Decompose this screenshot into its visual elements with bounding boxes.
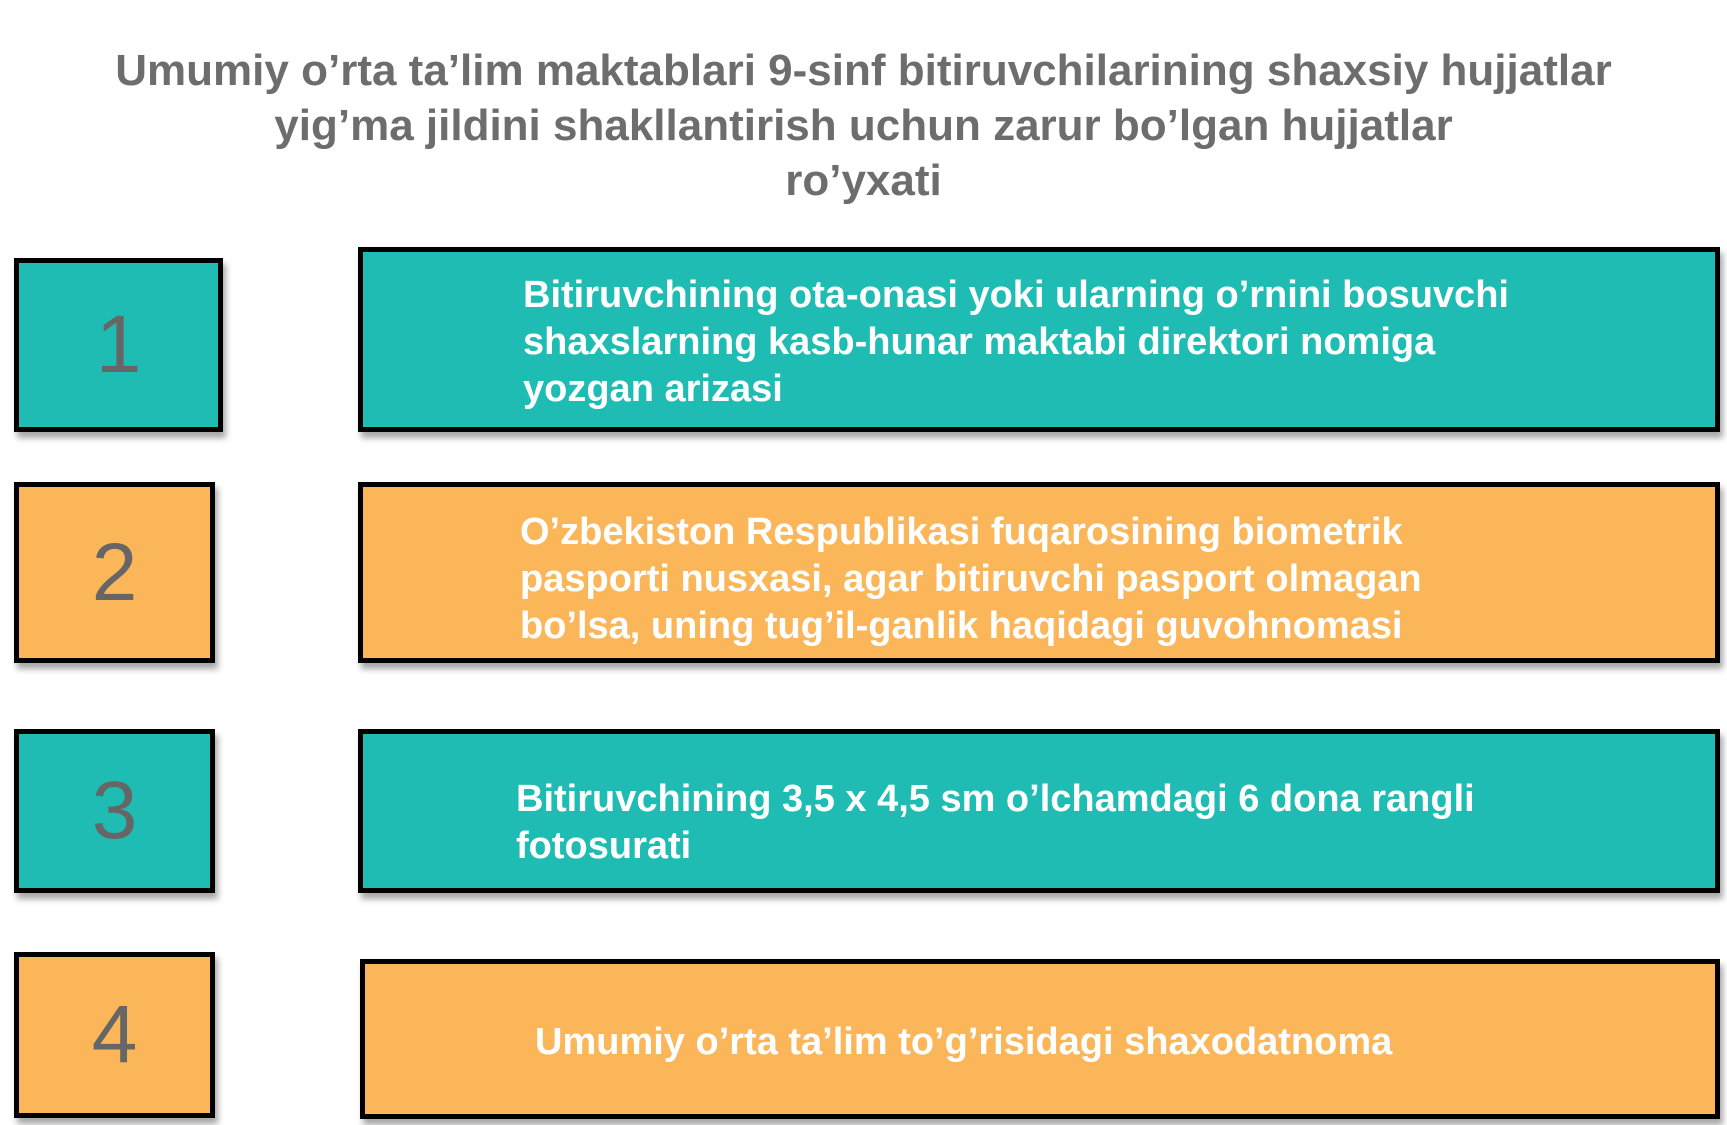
document-text-3 [516,776,1475,870]
item-number-4: 4 [91,989,138,1080]
document-box-1 [358,247,1720,432]
item-number-2: 2 [91,526,138,618]
number-box-2 [14,482,215,663]
document-text-3-line-1: Bitiruvchining 3,5 x 4,5 sm o’lchamdagi 6 dona rangli [516,778,1475,820]
document-box-2 [358,482,1720,663]
page-title-line-3: ro’yxati [785,156,942,205]
document-text-2-line-1: O’zbekiston Respublikasi fuqarosining biometrik [520,511,1403,553]
document-text-1 [523,272,1509,413]
page-title-line-1: Umumiy o’rta ta’lim maktablari 9-sinf bitiruvchilarining shaxsiy hujjatlar [115,46,1612,95]
item-number-1: 1 [95,299,142,390]
document-box-3 [358,729,1720,893]
document-text-4-line-1: Umumiy o’rta ta’lim to’g’risidagi shaxodatnoma [535,1021,1393,1063]
document-text-2-line-2: pasporti nusxasi, agar bitiruvchi pasport olmagan [520,558,1422,600]
document-text-2-line-3: bo’lsa, uning tug’il-ganlik haqidagi guvohnomasi [520,605,1403,647]
document-text-2 [520,509,1422,650]
document-box-4 [360,959,1720,1119]
number-box-1 [14,258,223,432]
number-box-4 [14,952,215,1118]
page-title-line-2: yig’ma jildini shakllantirish uchun zarur bo’lgan hujjatlar [274,101,1453,150]
document-text-4 [535,1019,1392,1066]
number-box-3 [14,729,215,893]
document-text-1-line-2: shaxslarning kasb-hunar maktabi direktori nomiga [523,321,1436,363]
document-text-3-line-2: fotosurati [516,825,692,867]
item-number-3: 3 [91,765,138,856]
document-text-1-line-3: yozgan arizasi [523,368,783,410]
document-text-1-line-1: Bitiruvchining ota-onasi yoki ularning o’rnini bosuvchi [523,274,1509,316]
